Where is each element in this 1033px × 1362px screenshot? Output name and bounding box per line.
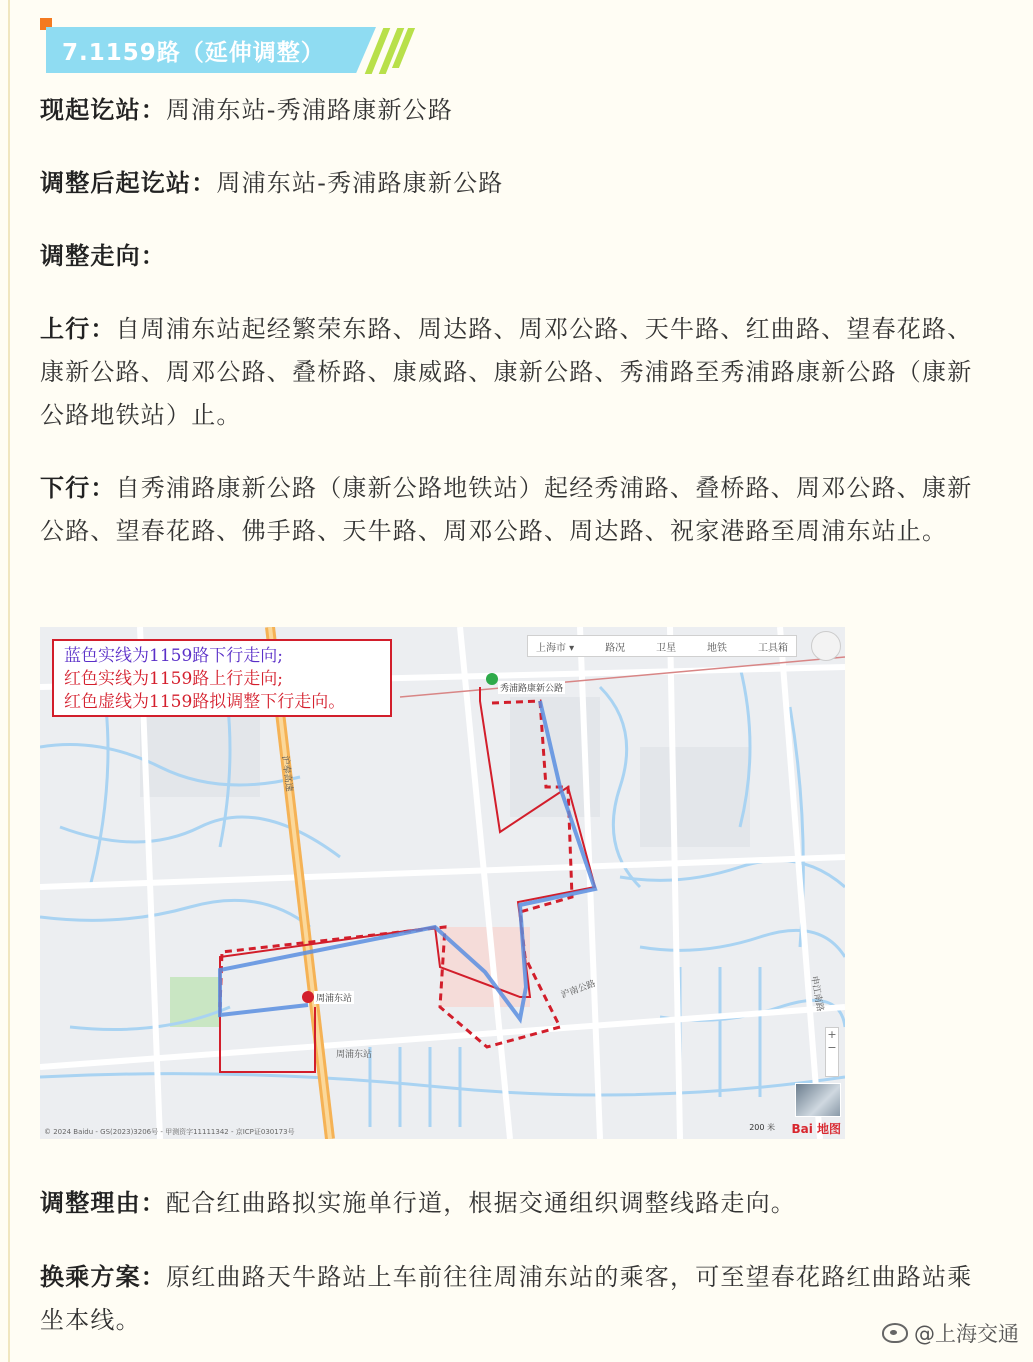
watermark-text: @上海交通 — [914, 1322, 1019, 1346]
map-tool-toolbox[interactable]: 工具箱 — [757, 642, 788, 654]
up-direction-text: 自周浦东站起经繁荣东路、周达路、周邓公路、天牛路、红曲路、望春花路、康新公路、周邓公路、叠桥路、康威路、康新公路、秀浦路至秀浦路康新公路（康新公路地铁站）止。 — [40, 315, 973, 429]
map-tool-traffic[interactable]: 路况 — [605, 642, 626, 654]
legend-blue-solid: 蓝色实线为1159路下行走向; — [64, 646, 283, 666]
weibo-watermark — [882, 1318, 1019, 1348]
south-terminal-label: 周浦东站 — [314, 991, 354, 1004]
metro-station-label: 周浦东站 — [336, 1050, 373, 1060]
map-toolbar[interactable] — [527, 635, 797, 657]
map-tool-satellite[interactable]: 卫星 — [656, 642, 677, 654]
adjusted-terminals-label: 调整后起讫站： — [40, 169, 217, 197]
transfer-plan — [40, 1256, 995, 1342]
down-direction — [40, 467, 995, 553]
up-direction-label: 上行： — [40, 315, 116, 343]
current-terminals — [40, 89, 995, 132]
weibo-icon — [882, 1323, 908, 1343]
current-terminals-label: 现起讫站： — [40, 96, 166, 124]
legend-red-dashed: 红色虚线为1159路拟调整下行走向。 — [64, 692, 346, 712]
road-label-hunan: 沪南公路 — [559, 979, 598, 1001]
current-terminals-text: 周浦东站-秀浦路康新公路 — [166, 96, 454, 124]
direction-heading — [40, 235, 995, 278]
section-title: 7.1159路（延伸调整） — [62, 40, 325, 66]
down-direction-label: 下行： — [40, 474, 116, 502]
legend-red-solid: 红色实线为1159路上行走向; — [64, 669, 283, 689]
map-compass-icon[interactable] — [811, 631, 841, 661]
map-city-selector[interactable]: 上海市 ▾ — [536, 642, 575, 654]
transfer-plan-label: 换乘方案： — [40, 1263, 166, 1291]
adjusted-terminals — [40, 162, 995, 205]
baidu-map-logo: Bai 地图 — [791, 1122, 841, 1136]
adjust-reason-label: 调整理由： — [40, 1189, 166, 1217]
direction-label: 调整走向： — [40, 242, 166, 270]
frame-line — [8, 0, 10, 1362]
north-terminal-label: 秀浦路康新公路 — [498, 681, 565, 694]
adjust-reason-text: 配合红曲路拟实施单行道，根据交通组织调整线路走向。 — [166, 1189, 796, 1217]
map-legend — [52, 639, 392, 717]
map-streetview-thumbnail[interactable] — [795, 1083, 841, 1117]
up-direction — [40, 308, 995, 437]
map-scale: 200 米 — [749, 1123, 775, 1132]
map-zoom-controls[interactable]: + − — [825, 1027, 839, 1077]
map-tool-metro[interactable]: 地铁 — [707, 642, 728, 654]
road-label-highway: 沪奉高速 — [279, 755, 294, 793]
adjust-reason — [40, 1182, 995, 1225]
adjusted-terminals-text: 周浦东站-秀浦路康新公路 — [216, 169, 504, 197]
down-direction-text: 自秀浦路康新公路（康新公路地铁站）起经秀浦路、叠桥路、周邓公路、康新公路、望春花路、佛手路、天牛路、周邓公路、周达路、祝家港路至周浦东站止。 — [40, 474, 973, 545]
road-label-shenjiang: 申江南路 — [808, 975, 825, 1013]
transfer-plan-text: 原红曲路天牛路站上车前往往周浦东站的乘客，可至望春花路红曲路站乘坐本线。 — [40, 1263, 973, 1334]
map-copyright: © 2024 Baidu - GS(2023)3206号 - 甲测资字11111342 - 京ICP证030173号 — [44, 1128, 295, 1136]
route-map — [40, 627, 845, 1139]
